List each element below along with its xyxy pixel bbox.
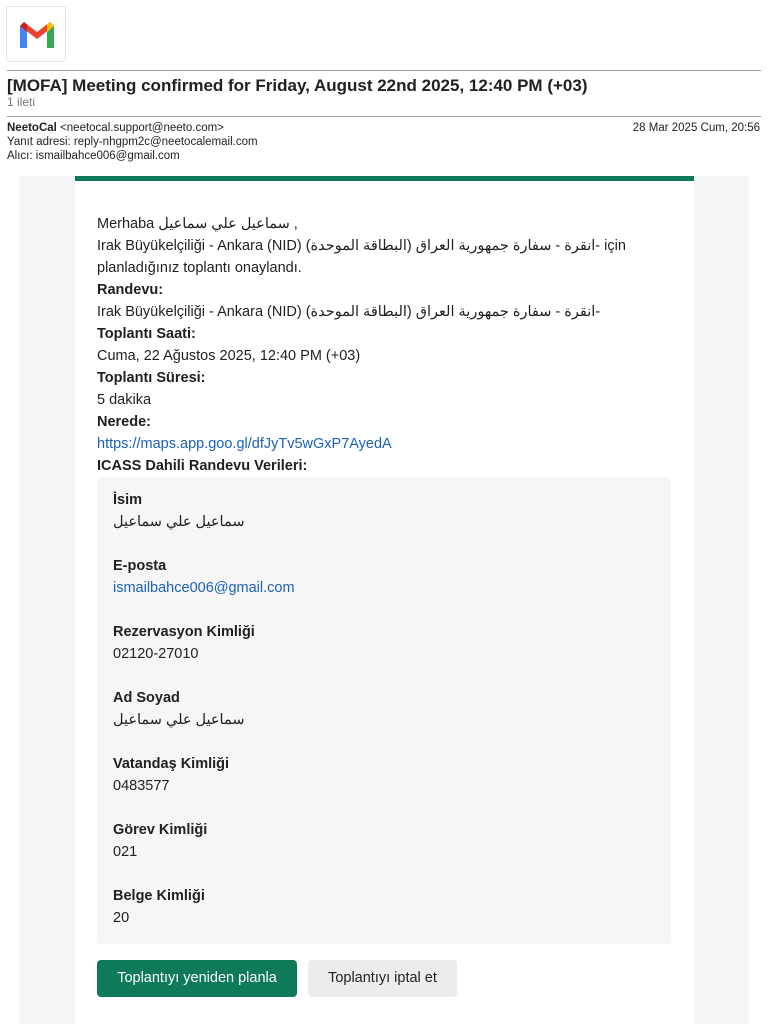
confirm-line-2: planladığınız toplantı onaylandı. [97, 260, 302, 276]
field-label: Vatandaş Kimliği [113, 756, 230, 772]
field-value: 20 [113, 910, 130, 926]
field-label: Ad Soyad [113, 690, 180, 706]
field-full-name [113, 687, 245, 731]
data-header: ICASS Dahili Randevu Verileri: [97, 458, 308, 474]
field-value: 021 [113, 844, 138, 860]
duration-value: 5 dakika [97, 392, 152, 408]
gmail-logo [6, 6, 66, 62]
field-label: Görev Kimliği [113, 822, 208, 838]
to-label: Alıcı: [7, 150, 33, 162]
reschedule-button[interactable]: Toplantıyı yeniden planla [97, 960, 297, 997]
field-document-id [113, 885, 205, 929]
email-subject: [MOFA] Meeting confirmed for Friday, August 22nd 2025, 12:40 PM (+03) [7, 76, 588, 95]
message-count: 1 ileti [7, 95, 36, 109]
field-label: E-posta [113, 558, 167, 574]
field-reservation-id [113, 621, 255, 665]
sender-email: <neetocal.support@neeto.com> [60, 122, 224, 134]
email-body [97, 213, 677, 477]
field-name [113, 489, 245, 533]
field-mission-id [113, 819, 207, 863]
to-address: ismailbahce006@gmail.com [35, 150, 180, 162]
field-value-email-link[interactable]: ismailbahce006@gmail.com [113, 580, 295, 596]
confirm-line-1: Irak Büyükelçiliği - Ankara (NID) (البطاقة الموحدة) انقرة - سفارة جمهورية العراق- için [97, 238, 626, 254]
appointment-data-box [97, 477, 671, 944]
time-value: Cuma, 22 Ağustos 2025, 12:40 PM (+03) [97, 348, 361, 364]
field-value: سماعيل علي سماعيل [113, 514, 245, 530]
duration-label: Toplantı Süresi: [97, 370, 206, 386]
field-email [113, 555, 295, 599]
field-value: 0483577 [113, 778, 170, 794]
field-value: سماعيل علي سماعيل [113, 712, 245, 728]
to-line [7, 150, 180, 162]
divider [7, 70, 761, 71]
greeting: Merhaba سماعيل علي سماعيل , [97, 216, 298, 232]
field-citizen-id [113, 753, 229, 797]
sender-line [7, 122, 224, 134]
appointment-value: Irak Büyükelçiliği - Ankara (NID) (البطاقة الموحدة) انقرة - سفارة جمهورية العراق- [97, 304, 601, 320]
field-label: Rezervasyon Kimliği [113, 624, 255, 640]
time-label: Toplantı Saati: [97, 326, 196, 342]
field-label: İsim [113, 492, 143, 508]
field-value: 02120-27010 [113, 646, 199, 662]
where-link[interactable]: https://maps.app.goo.gl/dfJyTv5wGxP7AyedA [97, 436, 392, 452]
divider [7, 116, 761, 117]
sender-name: NeetoCal [7, 122, 57, 134]
reply-to-address: reply-nhgpm2c@neetocalemail.com [73, 136, 258, 148]
field-label: Belge Kimliği [113, 888, 205, 904]
email-card [75, 176, 694, 1024]
reply-to-label: Yanıt adresi: [7, 136, 71, 148]
where-label: Nerede: [97, 414, 151, 430]
reply-to-line [7, 136, 258, 148]
cancel-meeting-button[interactable]: Toplantıyı iptal et [308, 960, 457, 997]
email-date: 28 Mar 2025 Cum, 20:56 [632, 122, 760, 134]
appointment-label: Randevu: [97, 282, 164, 298]
gmail-logo-icon [17, 20, 57, 50]
